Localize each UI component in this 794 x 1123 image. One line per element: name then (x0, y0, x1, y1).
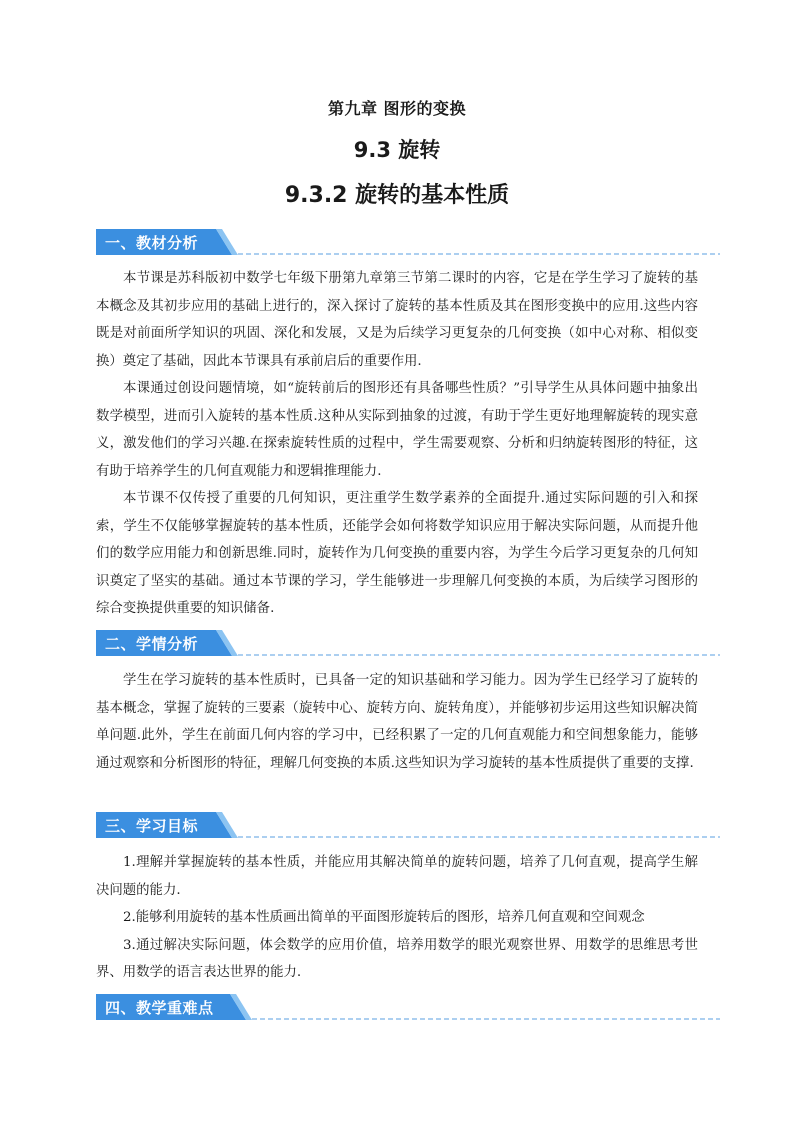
goal-item: 3.通过解决实际问题，体会数学的应用价值，培养用数学的眼光观察世界、用数学的思维思考世界、用数学的语言表达世界的能力. (96, 937, 698, 980)
paragraph: 本课通过创设问题情境，如“旋转前后的图形还有具备哪些性质？”引导学生从具体问题中抽象出数学模型，进而引入旋转的基本性质.这种从实际到抽象的过渡，有助于学生更好地理解旋转的现实意义，激发他们的学习兴趣.在探索旋转性质的过程中，学生需要观察、分析和归纳旋转图形的特征，这有助于培养学生的几何直观能力和逻辑推理能力. (96, 381, 698, 479)
section-heading: 三、学习目标 (105, 817, 199, 835)
paragraph: 学生在学习旋转的基本性质时，已具备一定的知识基础和学习能力。因为学生已经学习了旋转的基本概念，掌握了旋转的三要素（旋转中心、旋转方向、旋转角度），并能够初步运用这些知识解决简单问题.此外，学生在前面几何内容的学习中，已经积累了一定的几何直观能力和空间想象能力，能够通过观察和分析图形的特征，理解几何变换的本质.这些知识为学习旋转的基本性质提供了重要的支撑. (96, 673, 698, 771)
section-title: 9.3 旋转 (353, 138, 441, 162)
goal-item: 2.能够利用旋转的基本性质画出简单的平面图形旋转后的图形，培养几何直观和空间观念 (123, 910, 645, 925)
section-banner (96, 630, 720, 656)
chapter-title: 第九章 图形的变换 (327, 99, 467, 118)
section-key-difficulties (96, 994, 720, 1020)
section-student-analysis (96, 630, 720, 777)
section-textbook-analysis (96, 229, 720, 623)
section-learning-goals (96, 812, 720, 987)
section-heading: 一、教材分析 (105, 234, 199, 252)
section-banner (96, 994, 720, 1020)
paragraph: 本节课是苏科版初中数学七年级下册第九章第三节第二课时的内容，它是在学生学习了旋转的基本概念及其初步应用的基础上进行的，深入探讨了旋转的基本性质及其在图形变换中的应用.这些内容既是对前面所学知识的巩固、深化和发展，又是为后续学习更复杂的几何变换（如中心对称、相似变换）奠定了基础，因此本节课具有承前启后的重要作用. (96, 271, 698, 369)
section-heading: 二、学情分析 (105, 635, 199, 653)
goal-item: 1.理解并掌握旋转的基本性质，并能应用其解决简单的旋转问题，培养了几何直观，提高学生解决问题的能力. (96, 855, 698, 898)
section-banner (96, 229, 720, 255)
paragraph: 本节课不仅传授了重要的几何知识，更注重学生数学素养的全面提升.通过实际问题的引入和探索，学生不仅能够掌握旋转的基本性质，还能学会如何将数学知识应用于解决实际问题，从而提升他们的数学应用能力和创新思维.同时，旋转作为几何变换的重要内容，为学生今后学习更复杂的几何知识奠定了坚实的基础。通过本节课的学习，学生能够进一步理解几何变换的本质，为后续学习图形的综合变换提供重要的知识储备. (96, 491, 698, 616)
section-heading: 四、教学重难点 (105, 999, 214, 1017)
lesson-title: 9.3.2 旋转的基本性质 (284, 183, 510, 208)
section-banner (96, 812, 720, 838)
